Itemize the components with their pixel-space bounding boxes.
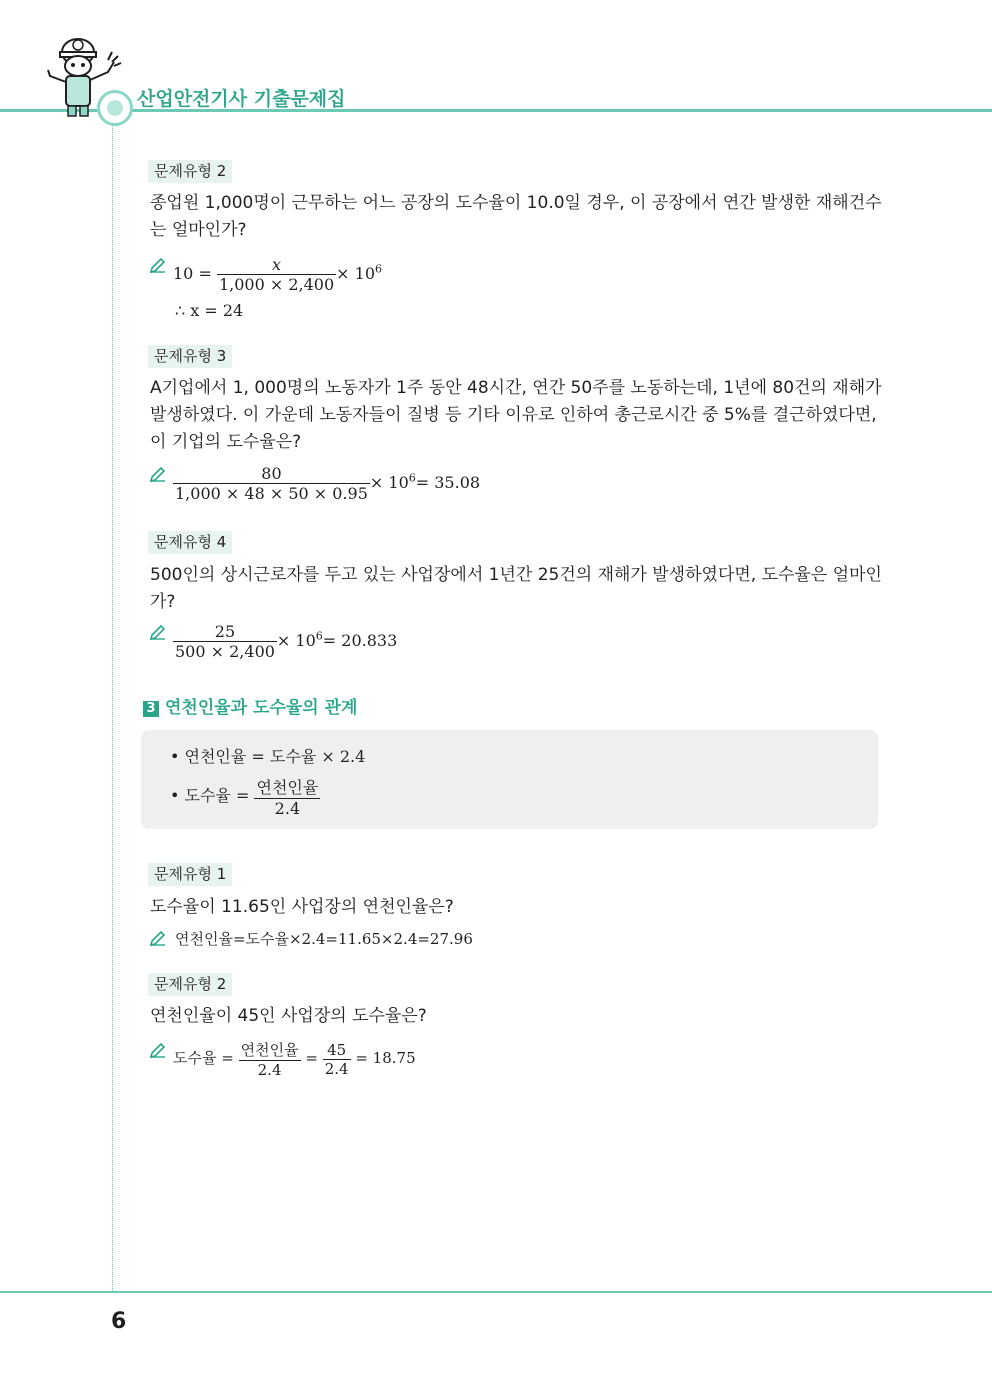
formula-line: • 연천인율 = 도수율 × 2.4	[170, 747, 366, 766]
pencil-icon	[149, 1040, 167, 1058]
fraction-denominator: 1,000 × 2,400	[218, 275, 335, 294]
multiplier: × 10	[276, 631, 316, 650]
problem-label: 문제유형 2	[148, 160, 232, 183]
header-badge	[97, 90, 133, 126]
fraction-numerator: 25	[214, 622, 236, 641]
fraction	[239, 1039, 301, 1079]
fraction-denominator: 2.4	[239, 1060, 301, 1079]
fraction-numerator: 45	[327, 1040, 347, 1059]
problem-label: 문제유형 1	[148, 863, 232, 886]
solution-equation	[173, 622, 397, 661]
fraction-numerator: 연천인율	[240, 1041, 299, 1059]
problem-label: 문제유형 3	[148, 345, 232, 368]
fraction-denominator: 2.4	[324, 1059, 349, 1078]
fraction	[254, 775, 320, 818]
solution-equation	[173, 464, 480, 503]
multiplier: × 10	[369, 473, 409, 492]
equals-sign: =	[305, 1049, 318, 1067]
problem-question: 500인의 상시근로자를 두고 있는 사업장에서 1년간 25건의 재해가 발생하였다면, 도수율은 얼마인가?	[150, 565, 882, 612]
fraction	[173, 622, 277, 661]
solution-result: ∴ x = 24	[175, 301, 244, 320]
problem-question: 연천인율이 45인 사업장의 도수율은?	[150, 1006, 427, 1026]
section-title: 연천인율과 도수율의 관계	[165, 698, 358, 718]
equation-result: = 35.08	[415, 473, 481, 492]
footer-rule	[0, 1291, 992, 1293]
fraction-numerator: x	[272, 255, 282, 274]
problem-question: A기업에서 1, 000명의 노동자가 1주 동안 48시간, 연간 50주를 노동하는데, 1년에 80건의 재해가 발생하였다. 이 가운데 노동자들이 질병 등 기타 이유로 인하여 총근로시간 중 5%를 결근하였다면, 이 기업의 도수율은?	[150, 378, 882, 452]
fraction-numerator: 80	[261, 464, 282, 483]
section-heading	[143, 693, 357, 718]
pencil-icon	[149, 255, 167, 273]
formula-line	[170, 775, 320, 818]
fraction	[323, 1041, 351, 1078]
equation-lhs: 10 =	[173, 264, 212, 283]
fraction-denominator: 2.4	[254, 798, 320, 818]
pencil-icon	[149, 928, 167, 946]
header-title: 산업안전기사 기출문제집	[137, 88, 346, 110]
formula-lhs: • 도수율 =	[170, 786, 250, 805]
fraction-denominator: 1,000 × 48 × 50 × 0.95	[175, 484, 368, 503]
solution-equation: 연천인율=도수율×2.4=11.65×2.4=27.96	[175, 930, 473, 948]
exponent: 6	[408, 471, 416, 485]
problem-label: 문제유형 2	[148, 973, 232, 996]
problem-question: 종업원 1,000명이 근무하는 어느 공장의 도수율이 10.0일 경우, 이 공장에서 연간 발생한 재해건수는 얼마인가?	[150, 193, 882, 240]
pencil-icon	[149, 464, 167, 482]
section-number: 3	[143, 701, 159, 717]
fraction-denominator: 500 × 2,400	[175, 642, 275, 661]
problem-question: 도수율이 11.65인 사업장의 연천인율은?	[150, 897, 454, 917]
page-number: 6	[111, 1309, 127, 1334]
solution-equation	[173, 255, 382, 294]
equation-result: = 18.75	[355, 1049, 416, 1067]
solution-equation	[173, 1039, 416, 1079]
side-guide-line	[112, 126, 113, 1291]
fraction-numerator: 연천인율	[256, 778, 319, 797]
exponent: 6	[315, 629, 323, 643]
equation-result: = 20.833	[322, 631, 398, 650]
fraction	[217, 255, 336, 294]
pencil-icon	[149, 622, 167, 640]
problem-label: 문제유형 4	[148, 531, 232, 554]
equation-lhs: 도수율 =	[173, 1049, 234, 1067]
exponent: 6	[375, 262, 382, 276]
fraction	[173, 464, 370, 503]
multiplier: × 10	[336, 264, 375, 283]
